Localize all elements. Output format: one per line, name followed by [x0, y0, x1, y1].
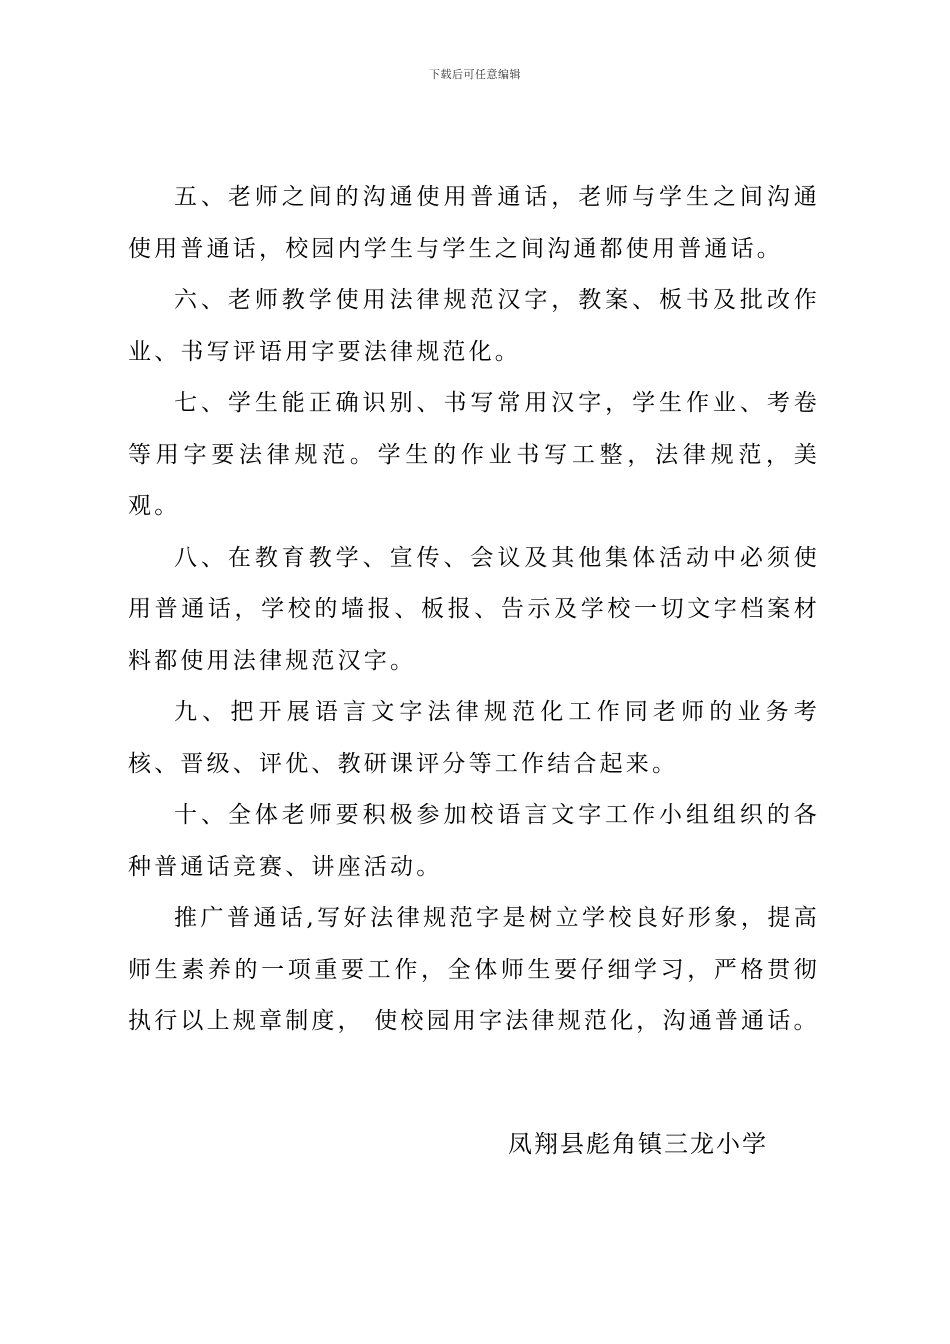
paragraph-5: 五、老师之间的沟通使用普通话，老师与学生之间沟通使用普通话，校园内学生与学生之间沟通都使用普通话。 — [128, 184, 820, 262]
paragraph-conclusion: 推广普通话,写好法律规范字是树立学校良好形象，提高师生素养的一项重要工作，全体师生要仔细学习，严格贯彻执行以上规章制度， 使校园用字法律规范化，沟通普通话。 — [128, 905, 820, 1034]
paragraph-8: 八、在教育教学、宣传、会议及其他集体活动中必须使用普通话，学校的墙报、板报、告示及学校一切文字档案材料都使用法律规范汉字。 — [128, 544, 820, 674]
document-body — [128, 172, 820, 1048]
paragraph-6: 六、老师教学使用法律规范汉字，教案、板书及批改作业、书写评语用字要法律规范化。 — [128, 287, 820, 365]
school-signature: 凤翔县彪角镇三龙小学 — [508, 1130, 768, 1158]
paragraph-7: 七、学生能正确识别、书写常用汉字，学生作业、考卷等用字要法律规范。学生的作业书写工整，法律规范，美观。 — [128, 390, 820, 519]
paragraph-9: 九、把开展语言文字法律规范化工作同老师的业务考核、晋级、评优、教研课评分等工作结合起来。 — [128, 699, 820, 777]
download-note: 下载后可任意编辑 — [429, 68, 521, 81]
paragraph-10: 十、全体老师要积极参加校语言文字工作小组组织的各种普通话竞赛、讲座活动。 — [128, 802, 820, 880]
